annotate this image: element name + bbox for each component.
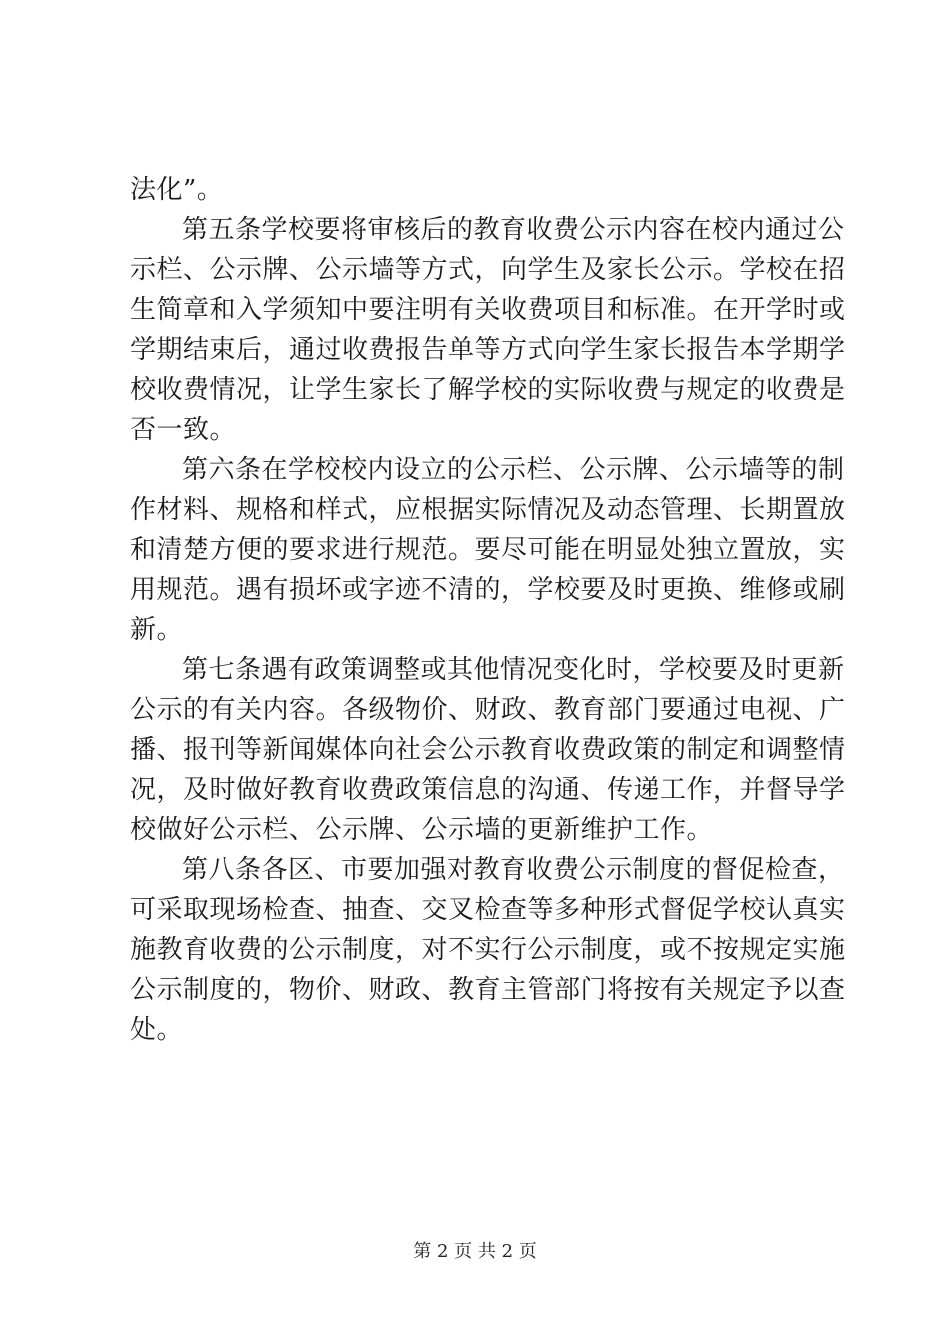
page-footer: 第 2 页 共 2 页 [413, 1241, 537, 1262]
text-line: 示栏、公示牌、公示墙等方式，向学生及家长公示。学校在招 [130, 255, 846, 285]
text-line: 法化”。 [130, 175, 224, 205]
text-line: 第八条各区、市要加强对教育收费公示制度的督促检查， [182, 855, 845, 885]
text-line: 可采取现场检查、抽查、交叉检查等多种形式督促学校认真实 [130, 895, 846, 925]
text-line: 和清楚方便的要求进行规范。要尽可能在明显处独立置放，实 [130, 535, 846, 565]
text-line: 作材料、规格和样式，应根据实际情况及动态管理、长期置放 [130, 495, 846, 525]
text-line: 第七条遇有政策调整或其他情况变化时，学校要及时更新 [182, 655, 845, 685]
text-line: 校做好公示栏、公示牌、公示墙的更新维护工作。 [130, 815, 714, 845]
text-line: 新。 [130, 615, 184, 645]
text-line: 校收费情况，让学生家长了解学校的实际收费与规定的收费是 [130, 375, 846, 405]
document-body [130, 170, 846, 1050]
text-line: 第六条在学校校内设立的公示栏、公示牌、公示墙等的制 [182, 455, 845, 485]
text-line: 施教育收费的公示制度，对不实行公示制度，或不按规定实施 [130, 935, 846, 965]
text-line: 生简章和入学须知中要注明有关收费项目和标准。在开学时或 [130, 295, 846, 325]
text-line: 第五条学校要将审核后的教育收费公示内容在校内通过公 [182, 215, 845, 245]
text-line: 况，及时做好教育收费政策信息的沟通、传递工作，并督导学 [130, 775, 846, 805]
text-line: 用规范。遇有损坏或字迹不清的，学校要及时更换、维修或刷 [130, 575, 846, 605]
text-line: 公示制度的，物价、财政、教育主管部门将按有关规定予以查 [130, 975, 846, 1005]
text-line: 处。 [130, 1015, 184, 1045]
text-line: 否一致。 [130, 415, 237, 445]
text-line: 播、报刊等新闻媒体向社会公示教育收费政策的制定和调整情 [130, 735, 846, 765]
text-line: 公示的有关内容。各级物价、财政、教育部门要通过电视、广 [130, 695, 846, 725]
text-line: 学期结束后，通过收费报告单等方式向学生家长报告本学期学 [130, 335, 846, 365]
